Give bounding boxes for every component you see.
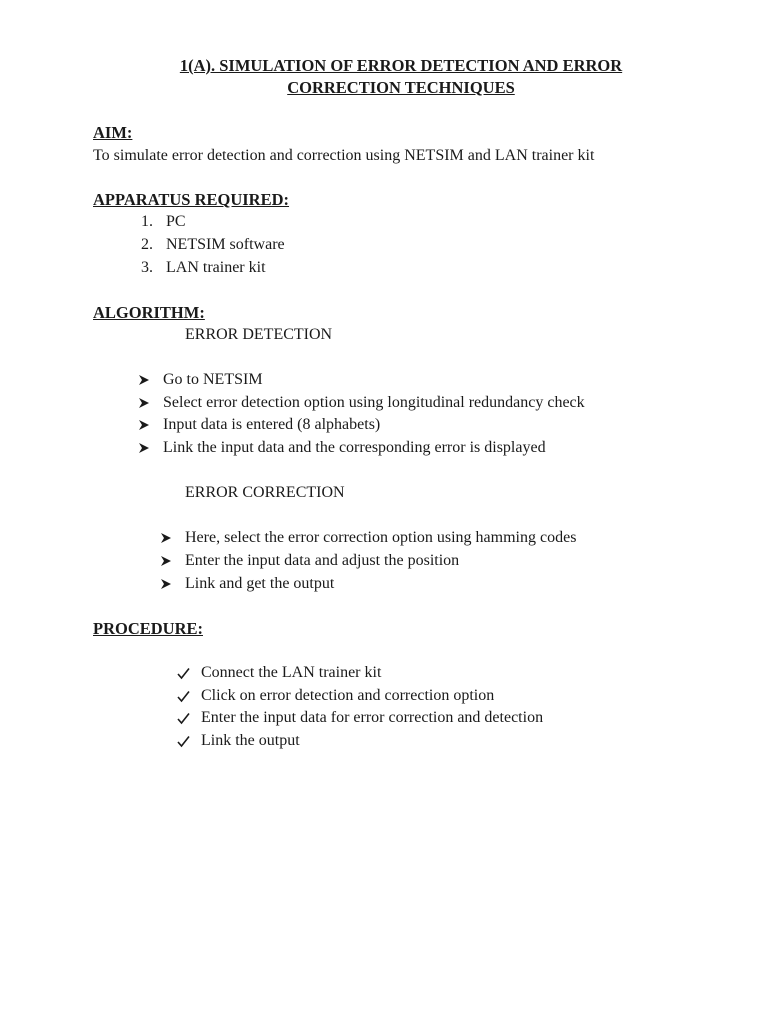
algorithm-heading: ALGORITHM: [93, 303, 205, 322]
detection-step [138, 369, 263, 391]
checkmark-icon [177, 667, 190, 680]
checkmark-icon [177, 712, 190, 725]
detection-step [138, 437, 546, 459]
procedure-step-text: Click on error detection and correction option [201, 687, 495, 704]
arrowhead-bullet-icon [160, 578, 172, 590]
correction-step-text: Enter the input data and adjust the position [185, 552, 460, 569]
document-title-line-2: CORRECTION TECHNIQUES [287, 78, 515, 97]
document-title-line-1: 1(A). SIMULATION OF ERROR DETECTION AND ERROR [179, 56, 623, 75]
checkmark-icon [177, 690, 190, 703]
aim-heading: AIM: [93, 123, 133, 142]
arrowhead-bullet-icon [160, 532, 172, 544]
procedure-step-text: Enter the input data for error correction and detection [201, 709, 544, 726]
arrowhead-bullet-icon [160, 555, 172, 567]
arrowhead-bullet-icon [138, 397, 150, 409]
apparatus-item [141, 257, 266, 279]
apparatus-item [141, 234, 285, 256]
apparatus-item-number: 3. [141, 259, 153, 276]
arrowhead-bullet-icon [138, 442, 150, 454]
procedure-step [177, 707, 543, 729]
apparatus-item-number: 2. [141, 236, 153, 253]
aim-text: To simulate error detection and correction using NETSIM and LAN trainer kit [93, 147, 595, 164]
procedure-step-text: Connect the LAN trainer kit [201, 664, 382, 681]
detection-step-text: Input data is entered (8 alphabets) [163, 416, 381, 433]
error-detection-subheading: ERROR DETECTION [185, 326, 333, 343]
apparatus-item-label: LAN trainer kit [166, 259, 266, 276]
procedure-heading: PROCEDURE: [93, 619, 203, 638]
detection-step-text: Link the input data and the corresponding error is displayed [163, 439, 546, 456]
apparatus-item-label: PC [166, 213, 186, 230]
error-correction-subheading: ERROR CORRECTION [185, 484, 345, 501]
detection-step [138, 414, 380, 436]
correction-step-text: Here, select the error correction option using hamming codes [185, 529, 577, 546]
apparatus-item-label: NETSIM software [166, 236, 285, 253]
checkmark-icon [177, 735, 190, 748]
apparatus-heading: APPARATUS REQUIRED: [93, 190, 290, 209]
procedure-step [177, 730, 300, 752]
procedure-step-text: Link the output [201, 732, 300, 749]
arrowhead-bullet-icon [138, 374, 150, 386]
correction-step [160, 573, 334, 595]
arrowhead-bullet-icon [138, 419, 150, 431]
detection-step [138, 392, 585, 414]
detection-step-text: Select error detection option using longitudinal redundancy check [163, 394, 585, 411]
procedure-step [177, 662, 381, 684]
correction-step [160, 550, 459, 572]
detection-step-text: Go to NETSIM [163, 371, 263, 388]
correction-step-text: Link and get the output [185, 575, 335, 592]
apparatus-item [141, 211, 186, 233]
procedure-step [177, 685, 494, 707]
correction-step [160, 527, 576, 549]
apparatus-item-number: 1. [141, 213, 153, 230]
